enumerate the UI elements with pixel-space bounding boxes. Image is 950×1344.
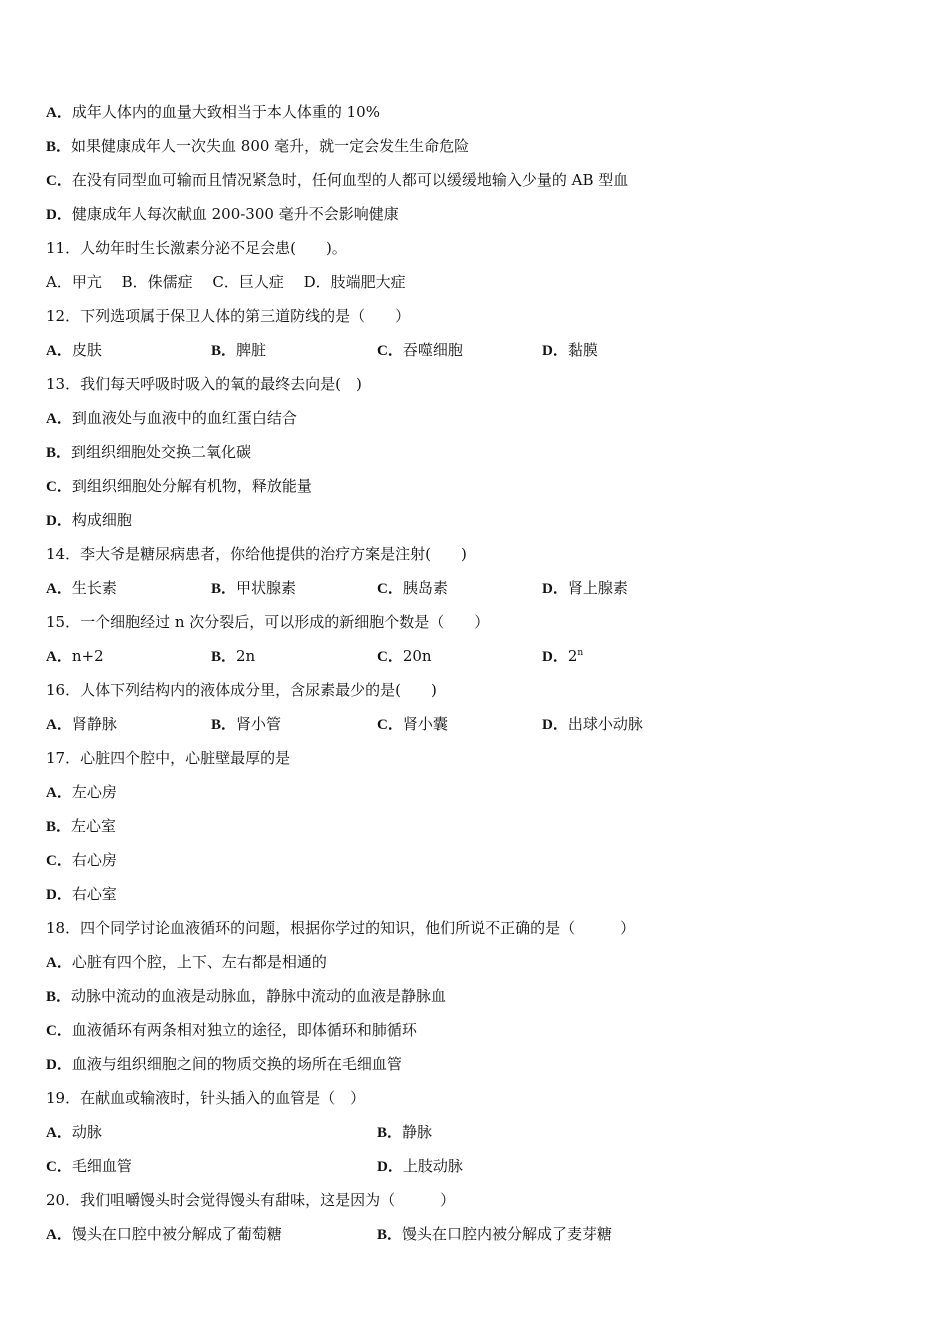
question-line: 15．一个细胞经过 n 次分裂后，可以形成的新细胞个数是（ ） <box>46 613 490 631</box>
option <box>46 783 117 801</box>
question-line: 12．下列选项属于保卫人体的第三道防线的是（ ） <box>46 307 411 325</box>
option-text: 脾脏 <box>236 341 267 359</box>
option-text: 胰岛素 <box>402 579 448 597</box>
option-label: C． <box>46 1023 72 1039</box>
option <box>377 1120 432 1145</box>
answer-line <box>46 202 399 226</box>
option-text: 生长素 <box>71 579 117 597</box>
option-label: C． <box>377 343 403 359</box>
option-text: 右心房 <box>71 851 117 869</box>
option <box>46 1222 282 1247</box>
option-label: A． <box>46 411 72 427</box>
option-label: B． <box>211 343 237 359</box>
option <box>377 1154 463 1179</box>
option-label: D． <box>377 1159 403 1175</box>
option <box>46 103 380 121</box>
option-superscript: n <box>577 648 584 658</box>
option-text: 毛细血管 <box>71 1157 132 1175</box>
question-line: 20．我们咀嚼馒头时会觉得馒头有甜味，这是因为（ ） <box>46 1191 456 1209</box>
option-text: 左心室 <box>71 817 117 835</box>
option-text: 馒头在口腔中被分解成了葡萄糖 <box>71 1225 282 1243</box>
answer-line <box>46 508 132 532</box>
option <box>46 1021 417 1039</box>
option <box>46 338 102 363</box>
option-label: A． <box>46 1125 72 1141</box>
option <box>46 443 251 461</box>
option-label: B． <box>46 139 72 155</box>
option <box>542 338 598 363</box>
option-label: D． <box>46 207 72 223</box>
option-label: B． <box>46 819 72 835</box>
option-label: B． <box>377 1227 403 1243</box>
question-line: 17．心脏四个腔中，心脏壁最厚的是 <box>46 749 291 767</box>
option-label: C． <box>377 649 403 665</box>
answer-line <box>46 1018 417 1042</box>
option-label: B． <box>46 989 72 1005</box>
option-text: 健康成年人每次献血 200-300 毫升不会影响健康 <box>71 205 399 223</box>
answer-line <box>46 814 116 838</box>
option-label: C． <box>46 479 72 495</box>
option-label: D． <box>46 513 72 529</box>
option-text: 成年人体内的血量大致相当于本人体重的 10% <box>71 103 380 121</box>
option-text: 上肢动脉 <box>402 1157 463 1175</box>
answer-line <box>46 848 117 872</box>
option-text: 20n <box>402 647 432 665</box>
option-label: B． <box>211 581 237 597</box>
option-label: A． <box>46 649 72 665</box>
option-label: D． <box>542 343 568 359</box>
option <box>46 1154 132 1179</box>
option-text: 到组织细胞处交换二氧化碳 <box>71 443 252 461</box>
option-text: 血液与组织细胞之间的物质交换的场所在毛细血管 <box>71 1055 402 1073</box>
option-label: B． <box>377 1125 403 1141</box>
option <box>46 477 312 495</box>
option-label: C． <box>46 173 72 189</box>
question-line: 16．人体下列结构内的液体成分里，含尿素最少的是( ) <box>46 681 437 699</box>
option-text: 到血液处与血液中的血红蛋白结合 <box>71 409 297 427</box>
option-label: C． <box>46 853 72 869</box>
option <box>46 712 117 737</box>
option-label: C． <box>377 717 403 733</box>
option-text: 甲状腺素 <box>236 579 297 597</box>
option <box>377 712 448 737</box>
option <box>542 644 583 669</box>
option-text: 动脉中流动的血液是动脉血，静脉中流动的血液是静脉血 <box>71 987 447 1005</box>
option <box>377 338 463 363</box>
option <box>377 644 432 669</box>
option-text: 肾小囊 <box>402 715 448 733</box>
answer-line <box>46 780 117 804</box>
answer-line <box>46 134 469 158</box>
option-text: 出球小动脉 <box>567 715 643 733</box>
question-line: 19．在献血或输液时，针头插入的血管是（ ） <box>46 1089 366 1107</box>
option-label: D． <box>542 717 568 733</box>
option-text: 到组织细胞处分解有机物，释放能量 <box>71 477 312 495</box>
answer-line <box>46 406 297 430</box>
option <box>211 576 296 601</box>
option <box>46 644 104 669</box>
answer-line <box>46 882 117 906</box>
option-text: 肾上腺素 <box>567 579 628 597</box>
option <box>46 137 469 155</box>
answer-line <box>46 440 251 464</box>
option <box>46 817 116 835</box>
option-label: C． <box>46 1159 72 1175</box>
answer-line <box>46 950 327 974</box>
option <box>46 953 327 971</box>
answer-line <box>46 100 380 124</box>
question-line: 14．李大爷是糖尿病患者，你给他提供的治疗方案是注射( ) <box>46 545 467 563</box>
option-label: C． <box>377 581 403 597</box>
option-text: 构成细胞 <box>71 511 132 529</box>
answer-line <box>46 1052 402 1076</box>
option-text: 皮肤 <box>71 341 102 359</box>
option <box>46 851 117 869</box>
option <box>46 205 399 223</box>
option-text: n+2 <box>71 647 104 665</box>
option-label: B． <box>46 445 72 461</box>
option <box>211 338 266 363</box>
option-label: A． <box>46 581 72 597</box>
option <box>46 885 117 903</box>
answer-line <box>46 984 446 1008</box>
option <box>46 171 628 189</box>
option-label: A． <box>46 717 72 733</box>
option-label: A． <box>46 785 72 801</box>
option <box>46 1055 402 1073</box>
option-text: 馒头在口腔内被分解成了麦芽糖 <box>402 1225 613 1243</box>
option <box>46 1120 102 1145</box>
option <box>46 987 446 1005</box>
answer-line <box>46 168 628 192</box>
option <box>542 576 628 601</box>
option-text: 2 <box>567 647 578 665</box>
option-label: D． <box>46 887 72 903</box>
option-text: 在没有同型血可输而且情况紧急时，任何血型的人都可以缓缓地输入少量的 AB 型血 <box>71 171 629 189</box>
option-text: 黏膜 <box>567 341 598 359</box>
option-text: 肾静脉 <box>71 715 117 733</box>
option-label: B． <box>211 717 237 733</box>
option <box>46 511 132 529</box>
option-label: A． <box>46 1227 72 1243</box>
option-label: D． <box>542 581 568 597</box>
answer-line: A．甲亢 B．侏儒症 C．巨人症 D．肢端肥大症 <box>46 273 406 291</box>
option-label: A． <box>46 955 72 971</box>
option <box>46 409 297 427</box>
question-line: 13．我们每天呼吸时吸入的氧的最终去向是( ) <box>46 375 362 393</box>
option <box>46 576 117 601</box>
option-text: 2n <box>236 647 256 665</box>
option-text: 如果健康成年人一次失血 800 毫升，就一定会发生生命危险 <box>71 137 470 155</box>
option-label: A． <box>46 105 72 121</box>
option <box>211 712 281 737</box>
option <box>377 576 448 601</box>
option-text: 静脉 <box>402 1123 433 1141</box>
option-text: 右心室 <box>71 885 117 903</box>
option-label: A． <box>46 343 72 359</box>
question-line: 11．人幼年时生长激素分泌不足会患( )。 <box>46 239 347 257</box>
question-line: 18．四个同学讨论血液循环的问题，根据你学过的知识，他们所说不正确的是（ ） <box>46 919 636 937</box>
option-label: B． <box>211 649 237 665</box>
option-text: 吞噬细胞 <box>402 341 463 359</box>
option-text: 左心房 <box>71 783 117 801</box>
option-text: 心脏有四个腔，上下、左右都是相通的 <box>71 953 327 971</box>
option-text: 血液循环有两条相对独立的途径，即体循环和肺循环 <box>71 1021 417 1039</box>
answer-line <box>46 474 312 498</box>
option <box>542 712 643 737</box>
option-label: D． <box>46 1057 72 1073</box>
option <box>377 1222 612 1247</box>
option <box>211 644 255 669</box>
option-text: 肾小管 <box>236 715 282 733</box>
option-text: 动脉 <box>71 1123 102 1141</box>
option-label: D． <box>542 649 568 665</box>
